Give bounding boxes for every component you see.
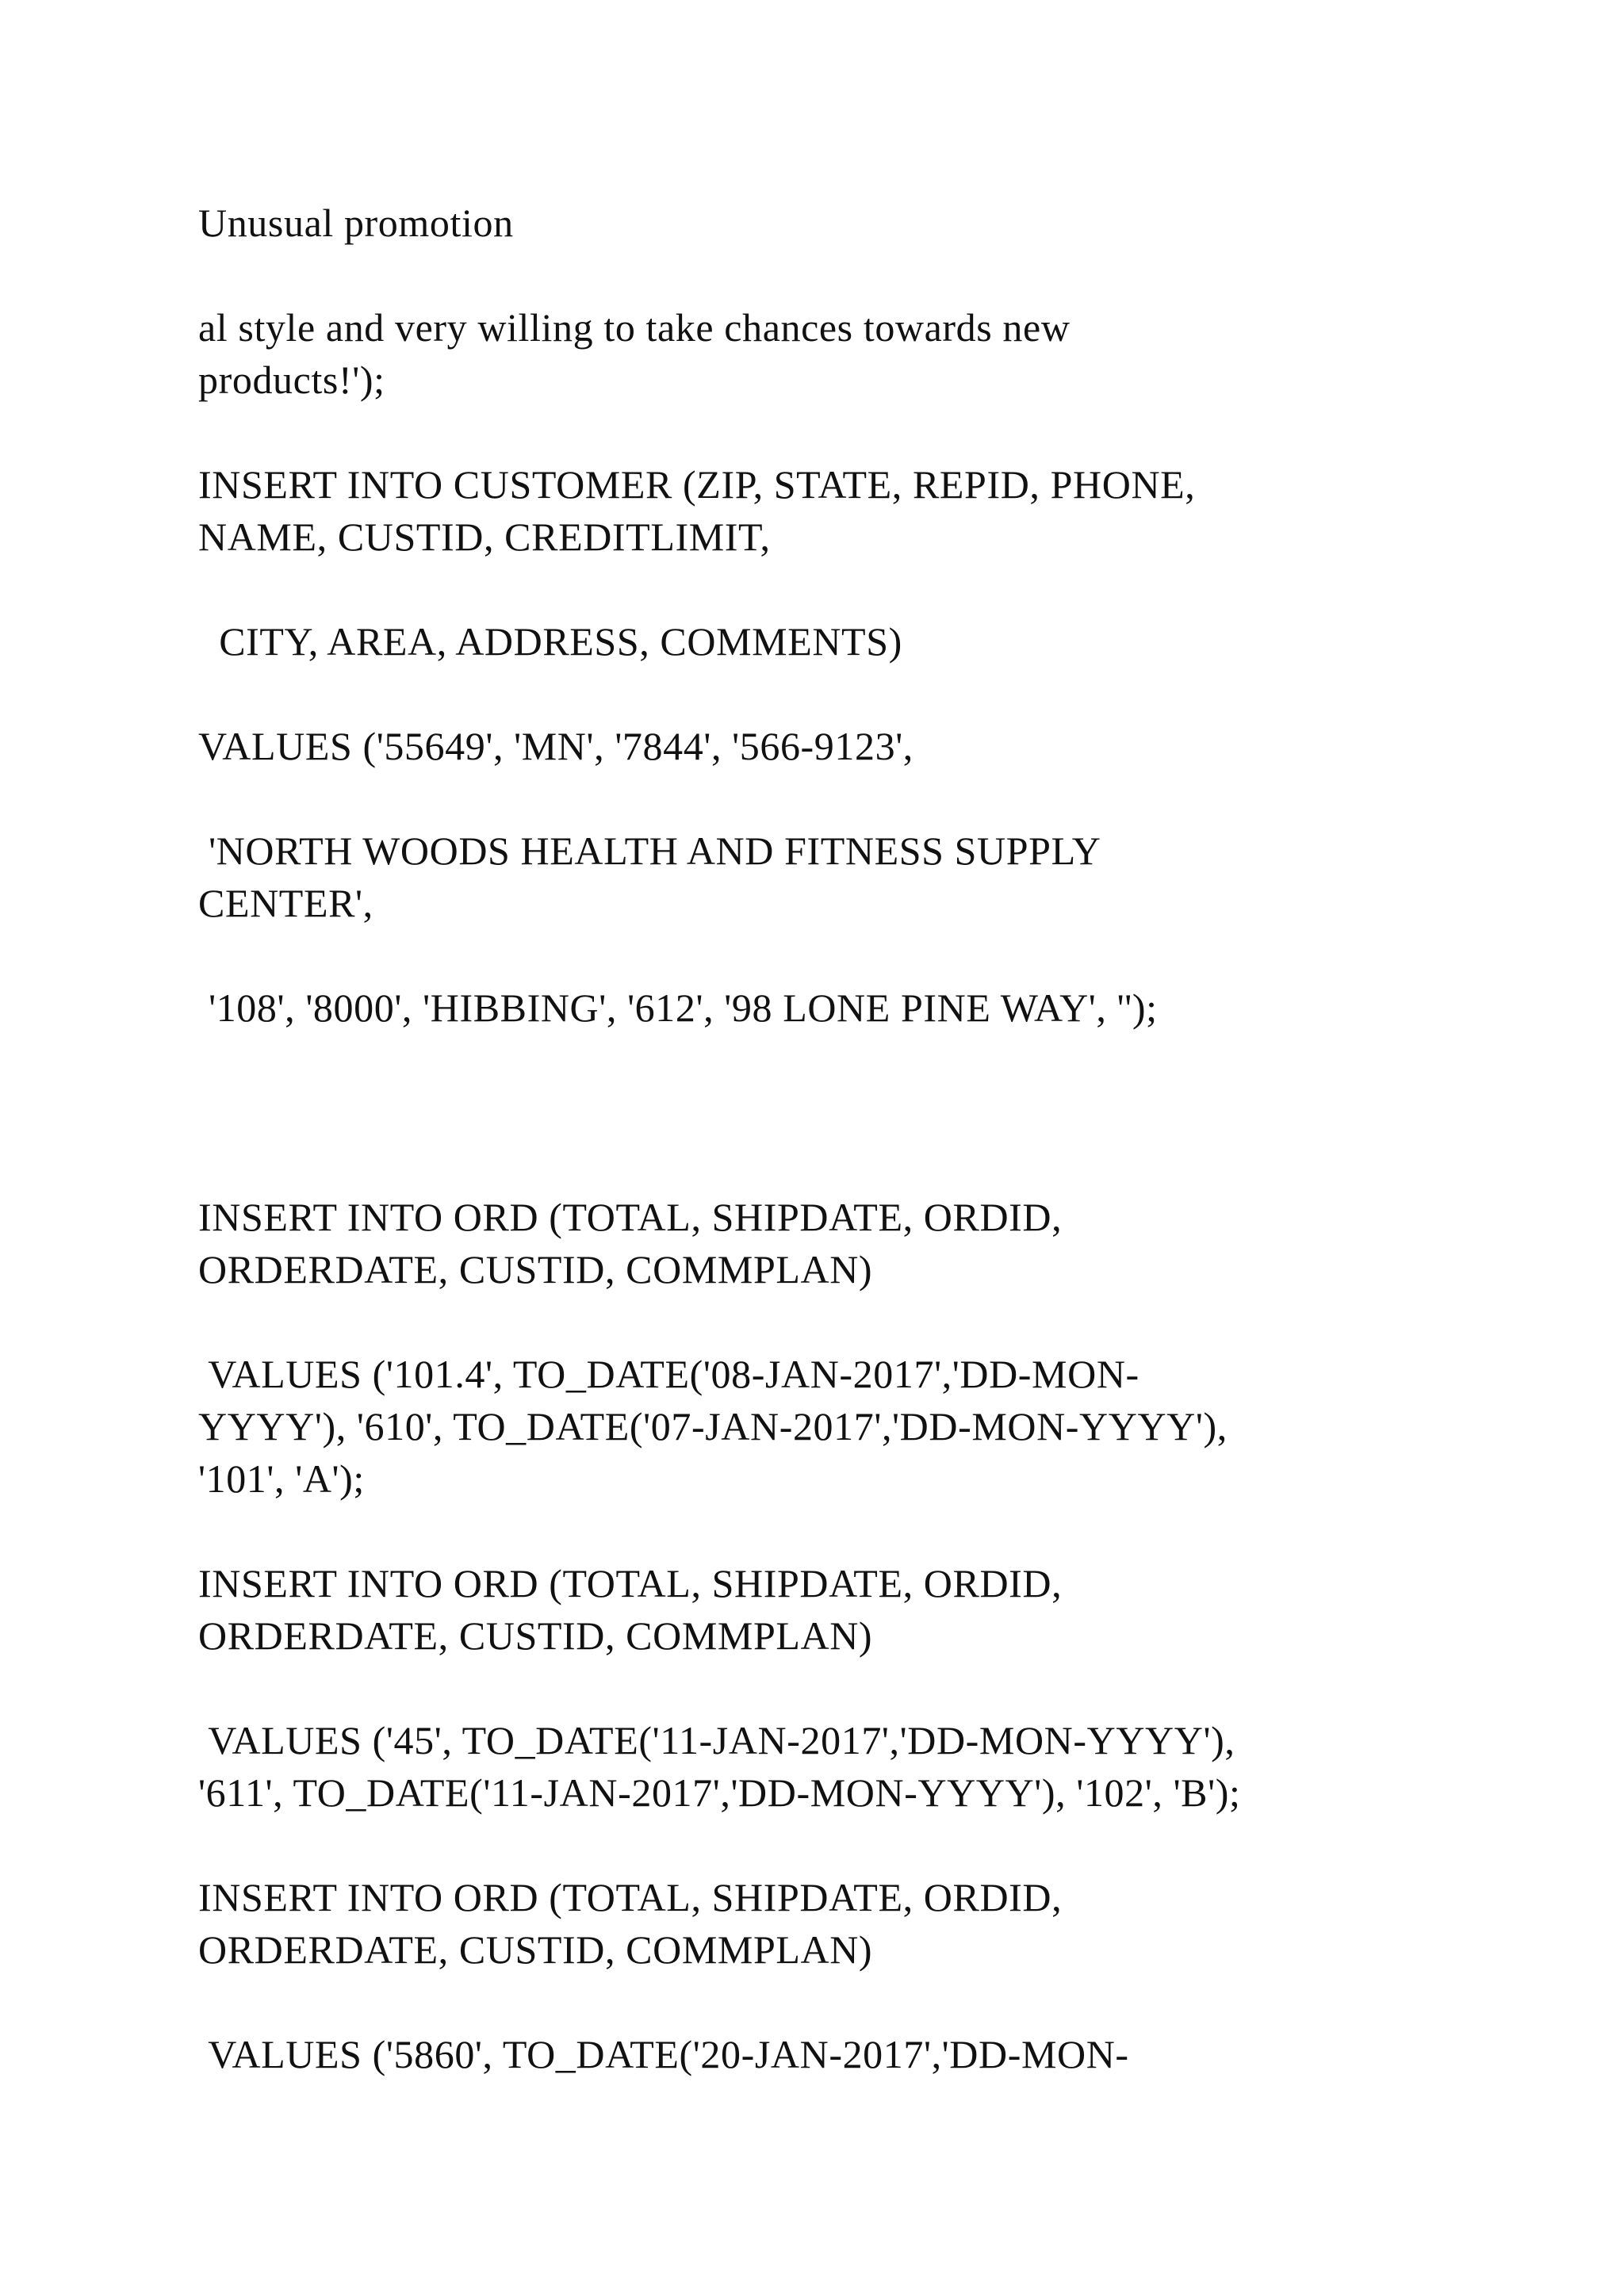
- text-line: NAME, CUSTID, CREDITLIMIT,: [198, 515, 771, 559]
- text-line: ORDERDATE, CUSTID, COMMPLAN): [198, 1613, 873, 1658]
- text-line: '108', '8000', 'HIBBING', '612', '98 LONE PINE WAY', '');: [198, 985, 1158, 1030]
- text-line: '101', 'A');: [198, 1456, 365, 1501]
- text-line: ORDERDATE, CUSTID, COMMPLAN): [198, 1247, 873, 1292]
- text-line: ORDERDATE, CUSTID, COMMPLAN): [198, 1927, 873, 1972]
- text-line: YYYY'), '610', TO_DATE('07-JAN-2017','DD-MON-YYYY'),: [198, 1404, 1228, 1448]
- text-line: INSERT INTO CUSTOMER (ZIP, STATE, REPID, PHONE,: [198, 462, 1196, 507]
- text-line: CENTER',: [198, 881, 373, 925]
- heading-line: Unusual promotion: [198, 201, 514, 245]
- text-line: products!');: [198, 358, 385, 402]
- text-line: '611', TO_DATE('11-JAN-2017','DD-MON-YYYY'), '102', 'B');: [198, 1770, 1241, 1815]
- text-line: VALUES ('55649', 'MN', '7844', '566-9123',: [198, 724, 914, 768]
- text-line: VALUES ('45', TO_DATE('11-JAN-2017','DD-MON-YYYY'),: [198, 1718, 1235, 1762]
- text-line: VALUES ('101.4', TO_DATE('08-JAN-2017','DD-MON-: [198, 1352, 1139, 1396]
- text-line: INSERT INTO ORD (TOTAL, SHIPDATE, ORDID,: [198, 1561, 1063, 1605]
- text-line: CITY, AREA, ADDRESS, COMMENTS): [198, 619, 902, 664]
- text-line: INSERT INTO ORD (TOTAL, SHIPDATE, ORDID,: [198, 1195, 1063, 1239]
- text-line: INSERT INTO ORD (TOTAL, SHIPDATE, ORDID,: [198, 1875, 1063, 1919]
- text-line: al style and very willing to take chances towards new: [198, 305, 1071, 350]
- text-line: 'NORTH WOODS HEALTH AND FITNESS SUPPLY: [198, 828, 1101, 873]
- text-line: VALUES ('5860', TO_DATE('20-JAN-2017','DD-MON-: [198, 2032, 1129, 2076]
